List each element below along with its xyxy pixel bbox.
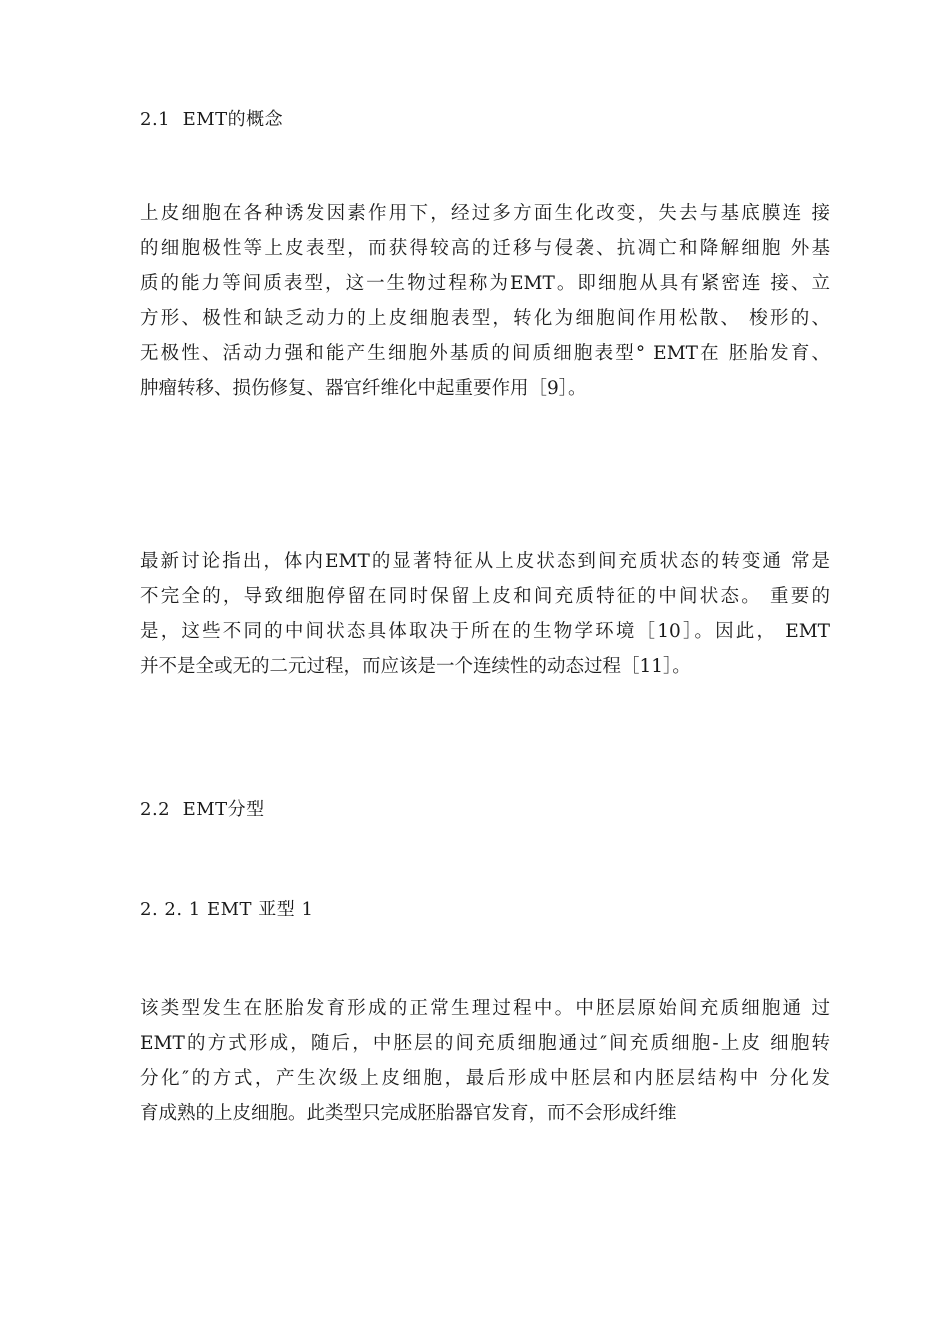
text-line: 最新讨论指出，体内EMT的显著特征从上皮状态到间充质状态的转变通 常是: [140, 551, 830, 572]
text-line: 育成熟的上皮细胞。此类型只完成胚胎器官发育，而不会形成纤维: [140, 1103, 677, 1124]
text-line: 方形、极性和缺乏动力的上皮细胞表型，转化为细胞间作用松散、 梭形的、: [140, 308, 830, 329]
text-line: 不完全的，导致细胞停留在同时保留上皮和间充质特征的中间状态。 重要的: [140, 586, 830, 607]
text-line: 上皮细胞在各种诱发因素作用下，经过多方面生化改变，失去与基底膜连 接: [140, 203, 830, 224]
section-heading-2-2: 2.2 EMT分型: [140, 799, 265, 820]
text-line: 并不是全或无的二元过程，而应该是一个连续性的动态过程［11］。: [140, 656, 691, 677]
text-line: 该类型发生在胚胎发育形成的正常生理过程中。中胚层原始间充质细胞通 过: [140, 998, 830, 1019]
text-line: 是，这些不同的中间状态具体取决于所在的生物学环境［10］。因此， EMT: [140, 621, 830, 642]
text-line: EMT的方式形成，随后，中胚层的间充质细胞通过″间充质细胞-上皮 细胞转: [140, 1033, 830, 1054]
section-heading-2-2-1: 2. 2. 1 EMT 亚型 1: [140, 899, 314, 920]
paragraph-emt-intermediate-states: [140, 544, 830, 684]
text-line: 无极性、活动力强和能产生细胞外基质的间质细胞表型° EMT在 胚胎发育、: [140, 343, 830, 364]
text-line: 的细胞极性等上皮表型，而获得较高的迁移与侵袭、抗凋亡和降解细胞 外基: [140, 238, 830, 259]
text-line: 分化″的方式，产生次级上皮细胞，最后形成中胚层和内胚层结构中 分化发: [140, 1068, 830, 1089]
section-heading-2-1: 2.1 EMT的概念: [140, 109, 284, 130]
text-line: 质的能力等间质表型，这一生物过程称为EMT。即细胞从具有紧密连 接、立: [140, 273, 830, 294]
paragraph-emt-subtype-1: [140, 991, 830, 1131]
paragraph-emt-concept: [140, 196, 830, 406]
text-line: 肿瘤转移、损伤修复、器官纤维化中起重要作用［9］。: [140, 378, 587, 399]
